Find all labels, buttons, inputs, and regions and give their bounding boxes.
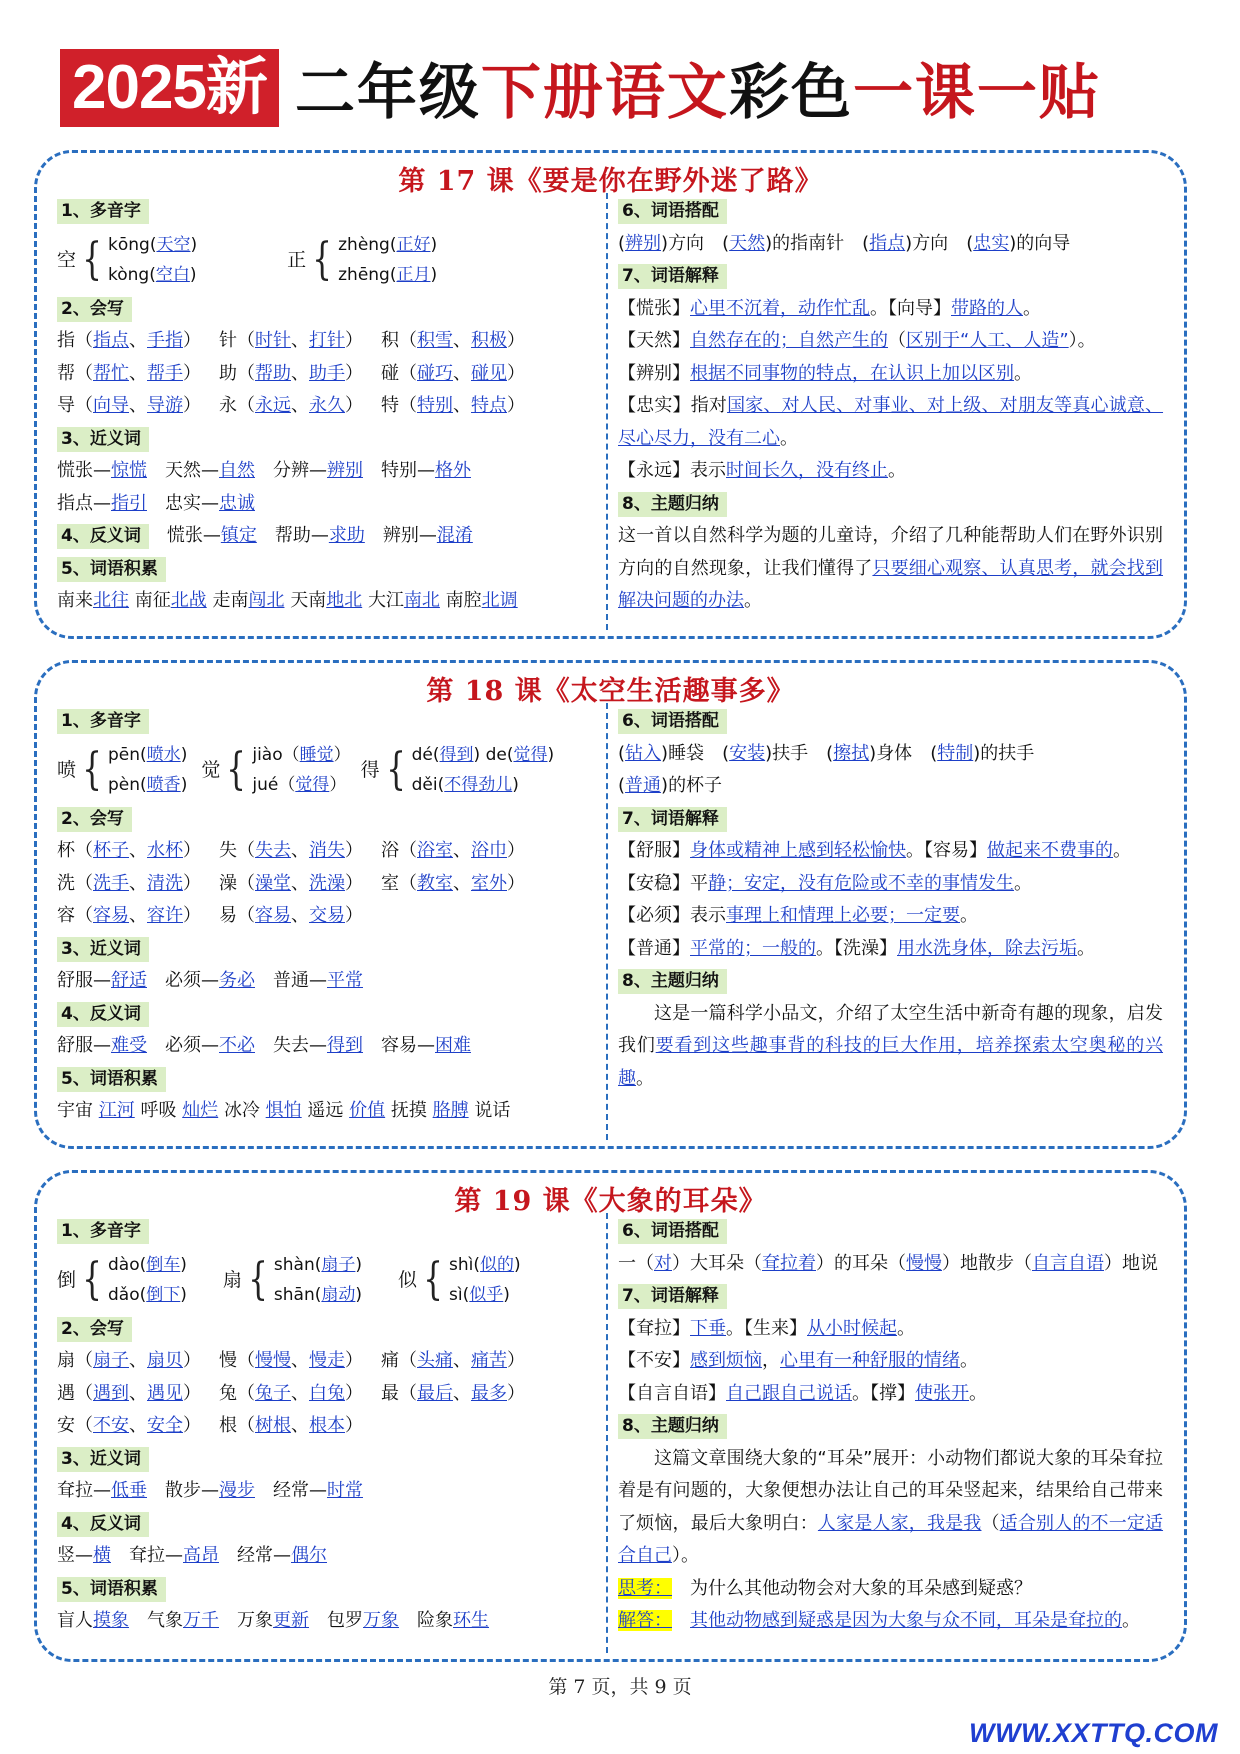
explanation: 【天然】自然存在的；自然产生的（区别于“人工、人造”）。 bbox=[618, 330, 1096, 351]
answer: 解答： 其他动物感到疑惑是因为大象与众不同，耳朵是耷拉的。 bbox=[618, 1610, 1140, 1631]
left-column bbox=[57, 705, 597, 1128]
section-heading: 5、词语积累 bbox=[57, 557, 166, 582]
section-heading: 7、词语解释 bbox=[618, 264, 727, 289]
accumulation-row: 盲人摸象 气象万千 万象更新 包罗万象 险象环生 bbox=[57, 1610, 489, 1631]
right-column bbox=[618, 195, 1163, 618]
section-heading: 5、词语积累 bbox=[57, 1067, 166, 1092]
antonym-row: 4、反义词 慌张—镇定 帮助—求助 辨别—混淆 bbox=[57, 520, 597, 553]
lesson-title: 第 19 课《大象的耳朵》 bbox=[454, 1186, 767, 1217]
think-question: 思考： 为什么其他动物会对大象的耳朵感到疑惑？ bbox=[618, 1577, 1032, 1599]
explanation: 【普通】平常的；一般的。【洗澡】用水洗身体，除去污垢。 bbox=[618, 937, 1095, 959]
accumulation-row: 宇宙 江河 呼吸 灿烂 冰冷 惧怕 遥远 价值 抚摸 胳膊 说话 bbox=[57, 1100, 511, 1121]
explanation: 【不安】感到烦恼，心里有一种舒服的情绪。 bbox=[618, 1350, 978, 1371]
section-heading: 6、词语搭配 bbox=[618, 199, 727, 224]
brace-icon: { bbox=[82, 234, 102, 285]
lesson-title: 第 17 课《要是你在野外迷了路》 bbox=[398, 166, 823, 197]
right-column bbox=[618, 705, 1163, 1095]
section-heading: 7、词语解释 bbox=[618, 807, 727, 832]
section-heading: 3、近义词 bbox=[57, 427, 149, 452]
section-heading: 3、近义词 bbox=[57, 1447, 149, 1472]
collocation-row: 一（对）大耳朵（耷拉着）的耳朵（慢慢）地散步（自言自语）地说 bbox=[618, 1252, 1158, 1274]
section-heading: 1、多音字 bbox=[57, 709, 149, 734]
collocation-row: (普通)的杯子 bbox=[618, 775, 723, 796]
summary-text: 这是一篇科学小品文，介绍了太空生活中新奇有趣的现象，启发我们要看到这些趣事背的科技的巨大作用，培养探索太空奥秘的兴趣。 bbox=[618, 1002, 1164, 1089]
polyphone-row bbox=[57, 738, 597, 803]
antonym-row: 舒服—难受 必须—不必 失去—得到 容易—困难 bbox=[57, 1035, 471, 1056]
section-heading: 1、多音字 bbox=[57, 199, 149, 224]
column-divider bbox=[606, 193, 608, 630]
think-label: 思考： bbox=[618, 1577, 672, 1599]
lesson-17-card bbox=[34, 150, 1187, 639]
section-heading: 4、反义词 bbox=[57, 1002, 149, 1027]
polyphone-row bbox=[57, 228, 597, 293]
brace-icon: { bbox=[226, 744, 247, 795]
explanation: 【安稳】平静；安定，没有危险或不幸的事情发生。 bbox=[618, 872, 1032, 894]
antonym-row: 竖—横 耷拉—高昂 经常—偶尔 bbox=[57, 1545, 327, 1566]
section-heading: 6、词语搭配 bbox=[618, 1219, 727, 1244]
brace-icon: { bbox=[312, 234, 332, 285]
write-row: 安（不安、安全） 根（树根、根本） bbox=[57, 1415, 363, 1436]
brace-icon: { bbox=[423, 1254, 443, 1305]
polyphone-group: 似 { shì(似的) sì(似乎) bbox=[398, 1250, 521, 1310]
section-heading: 8、主题归纳 bbox=[618, 969, 727, 994]
write-row: 洗（洗手、清洗） 澡（澡堂、洗澡） 室（教室、室外） bbox=[57, 872, 525, 894]
explanation: 【忠实】指对国家、对人民、对事业、对上级、对朋友等真心诚意、尽心尽力，没有二心。 bbox=[618, 395, 1164, 449]
section-heading: 1、多音字 bbox=[57, 1219, 149, 1244]
synonym-row: 指点—指引 忠实—忠诚 bbox=[57, 492, 255, 514]
brace-icon: { bbox=[248, 1254, 268, 1305]
synonym-row: 耷拉—低垂 散步—漫步 经常—时常 bbox=[57, 1480, 363, 1501]
section-heading: 6、词语搭配 bbox=[618, 709, 727, 734]
synonym-row: 舒服—舒适 必须—务必 普通—平常 bbox=[57, 970, 363, 991]
accumulation-row: 南来北往 南征北战 走南闯北 天南地北 大江南北 南腔北调 bbox=[57, 590, 518, 611]
title-subject: 下册语文 bbox=[480, 58, 729, 128]
year-badge: 2025新 bbox=[60, 49, 279, 127]
polyphone-group: 空 { kōng(天空) kòng(空白) bbox=[57, 230, 197, 290]
section-heading: 2、会写 bbox=[57, 807, 132, 832]
write-row: 杯（杯子、水杯） 失（失去、消失） 浴（浴室、浴巾） bbox=[57, 840, 525, 861]
write-row: 导（向导、导游） 永（永远、永久） 特（特别、特点） bbox=[57, 395, 525, 416]
summary-text: 这一首以自然科学为题的儿童诗，介绍了几种能帮助人们在野外识别方向的自然现象，让我们懂得了只要细心观察、认真思考，就会找到解决问题的办法。 bbox=[618, 525, 1164, 611]
brace-icon: { bbox=[82, 744, 102, 795]
explanation: 【慌张】心里不沉着，动作忙乱。【向导】带路的人。 bbox=[618, 297, 1041, 319]
write-row: 遇（遇到、遇见） 兔（兔子、白兔） 最（最后、最多） bbox=[57, 1382, 525, 1404]
brace-icon: { bbox=[385, 744, 406, 795]
write-row: 扇（扇子、扇贝） 慢（慢慢、慢走） 痛（头痛、痛苦） bbox=[57, 1350, 525, 1371]
write-row: 指（指点、手指） 针（时针、打针） 积（积雪、积极） bbox=[57, 330, 525, 351]
title-suffix: 一课一贴 bbox=[852, 58, 1101, 128]
section-heading: 8、主题归纳 bbox=[618, 492, 727, 517]
page-header bbox=[60, 46, 1200, 130]
polyphone-group: 得 { dé(得到) de(觉得) děi(不得劲儿) bbox=[361, 740, 554, 800]
polyphone-group: 喷 { pēn(喷水) pèn(喷香) bbox=[57, 740, 187, 800]
brace-icon: { bbox=[82, 1254, 102, 1305]
explanation: 【必须】表示事理上和情理上必要；一定要。 bbox=[618, 905, 978, 926]
collocation-row: (辨别)方向 (天然)的指南针 (指点)方向 (忠实)的向导 bbox=[618, 232, 1071, 254]
section-heading: 4、反义词 bbox=[57, 524, 149, 549]
synonym-row: 慌张—惊慌 天然—自然 分辨—辨别 特别—格外 bbox=[57, 460, 471, 481]
polyphone-group: 倒 { dào(倒车) dǎo(倒下) bbox=[57, 1250, 187, 1310]
section-heading: 8、主题归纳 bbox=[618, 1414, 727, 1439]
section-heading: 4、反义词 bbox=[57, 1512, 149, 1537]
explanation: 【永远】表示时间长久，没有终止。 bbox=[618, 460, 906, 481]
left-column bbox=[57, 1215, 597, 1638]
explanation: 【自言自语】自己跟自己说话。【撑】使张开。 bbox=[618, 1382, 987, 1404]
lesson-19-card bbox=[34, 1170, 1187, 1662]
explanation: 【舒服】身体或精神上感到轻松愉快。【容易】做起来不费事的。 bbox=[618, 840, 1131, 861]
polyphone-group: 觉 { jiào（睡觉） jué（觉得） bbox=[201, 740, 350, 800]
explanation: 【辨别】根据不同事物的特点，在认识上加以区别。 bbox=[618, 362, 1032, 384]
answer-label: 解答： bbox=[618, 1610, 672, 1631]
collocation-row: (钻入)睡袋 (安装)扶手 (擦拭)身体 (特制)的扶手 bbox=[618, 742, 1035, 764]
column-divider bbox=[606, 1213, 608, 1653]
left-column bbox=[57, 195, 597, 618]
watermark: WWW.XXTTQ.COM bbox=[969, 1718, 1218, 1748]
lesson-title: 第 18 课《太空生活趣事多》 bbox=[426, 676, 795, 707]
summary-text: 这篇文章围绕大象的“耳朵”展开：小动物们都说大象的耳朵耷拉着是有问题的，大象便想办法让自己的耳朵竖起来，结果给自己带来了烦恼，最后大象明白：人家是人家，我是我（适合别人的不一定适合自己）。 bbox=[618, 1447, 1164, 1566]
section-heading: 5、词语积累 bbox=[57, 1577, 166, 1602]
section-heading: 2、会写 bbox=[57, 1317, 132, 1342]
write-row: 帮（帮忙、帮手） 助（帮助、助手） 碰（碰巧、碰见） bbox=[57, 362, 525, 384]
right-column bbox=[618, 1215, 1163, 1638]
lesson-18-card bbox=[34, 660, 1187, 1149]
section-heading: 3、近义词 bbox=[57, 937, 149, 962]
page-title bbox=[295, 45, 1101, 131]
explanation: 【耷拉】下垂。【生来】从小时候起。 bbox=[618, 1317, 915, 1339]
polyphone-group: 扇 { shàn(扇子) shān(扇动) bbox=[223, 1250, 362, 1310]
title-color: 彩色 bbox=[728, 58, 853, 128]
column-divider bbox=[606, 703, 608, 1140]
section-heading: 2、会写 bbox=[57, 297, 132, 322]
title-grade: 二年级 bbox=[294, 58, 481, 128]
polyphone-group: 正 { zhèng(正好) zhēng(正月) bbox=[287, 230, 437, 290]
write-row: 容（容易、容许） 易（容易、交易） bbox=[57, 905, 363, 926]
polyphone-row bbox=[57, 1248, 597, 1313]
page-number: 第 7 页，共 9 页 bbox=[548, 1676, 692, 1698]
section-heading: 7、词语解释 bbox=[618, 1284, 727, 1309]
